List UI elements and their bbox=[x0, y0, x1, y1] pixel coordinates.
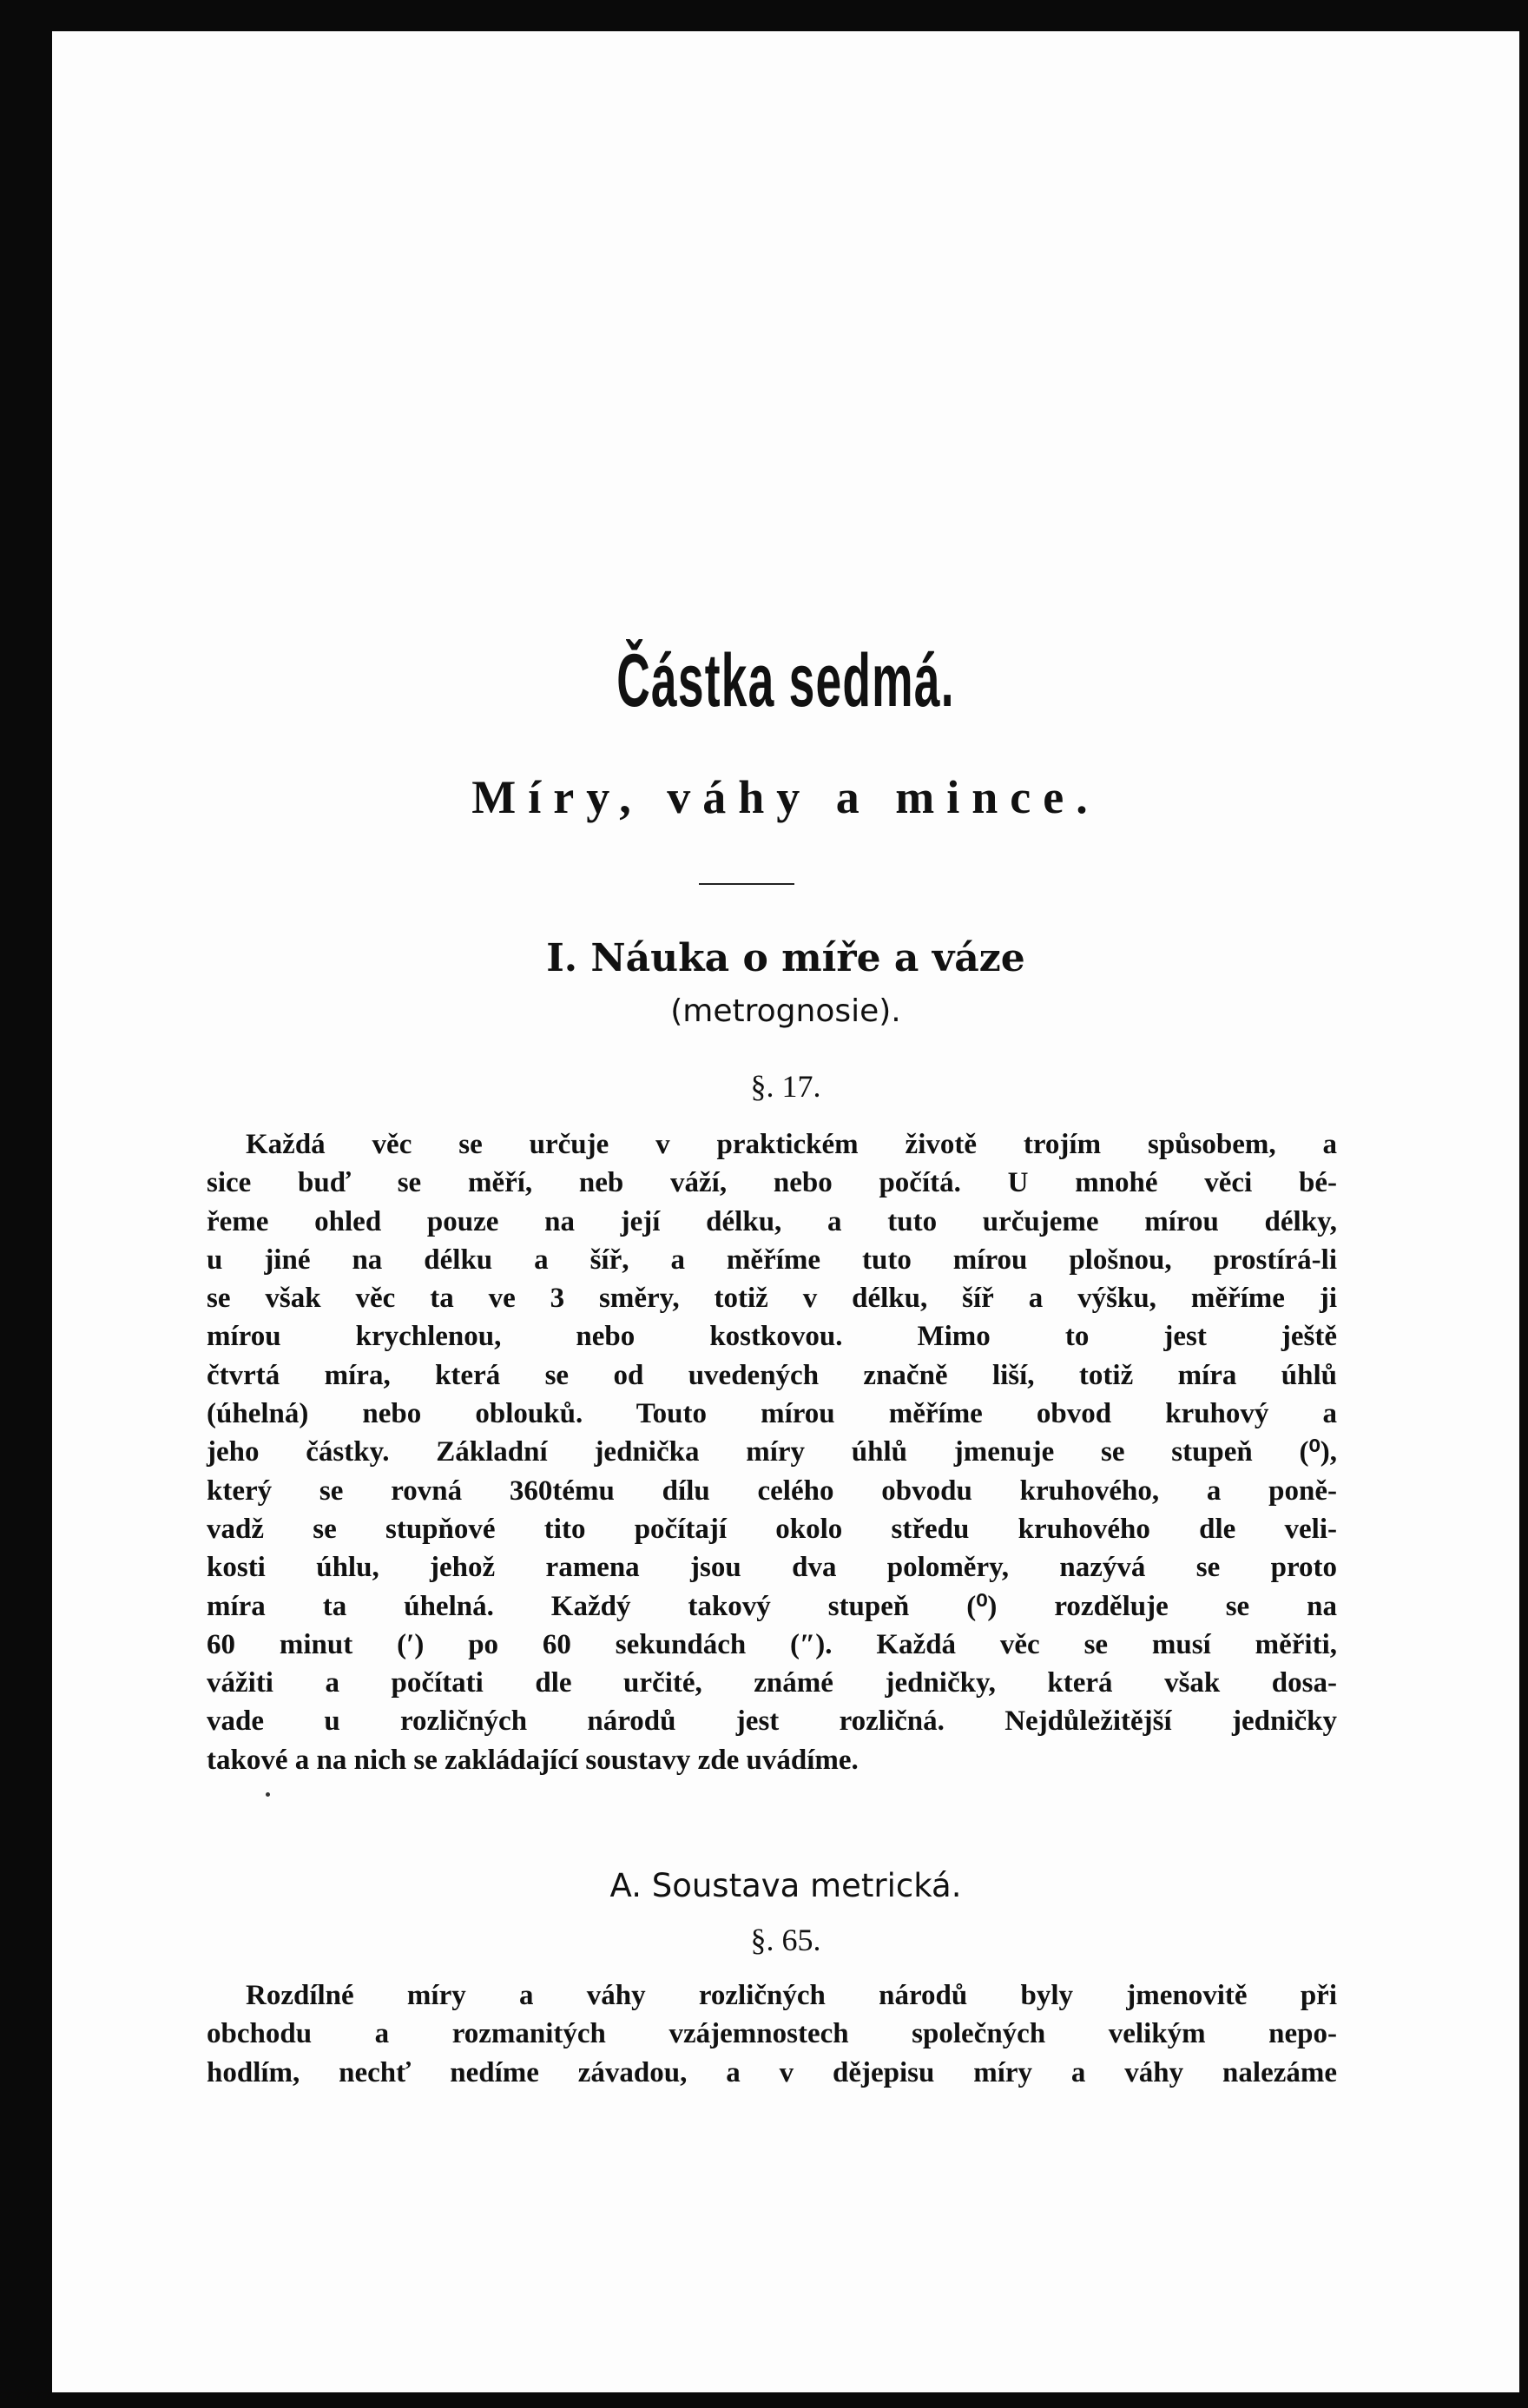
text-line: kosti úhlu, jehož ramena jsou dva poloměry, nazývá se proto bbox=[207, 1552, 1337, 1584]
text-line: míra ta úhelná. Každý takový stupeň (⁰) rozděluje se na bbox=[207, 1590, 1337, 1622]
scan-border-left bbox=[0, 0, 52, 2408]
paragraph-65-body bbox=[207, 1976, 1337, 2092]
text-line: sice buď se měří, neb váží, nebo počítá. U mnohé věci bé- bbox=[207, 1167, 1337, 1199]
text-line: Každá věc se určuje v praktickém životě trojím spůsobem, a bbox=[246, 1129, 1337, 1160]
text-line: 60 minut (′) po 60 sekundách (″). Každá věc se musí měřiti, bbox=[207, 1628, 1337, 1660]
scan-border-top bbox=[50, 0, 1526, 31]
divider-rule bbox=[699, 883, 794, 885]
scan-border-right bbox=[1519, 0, 1528, 2408]
subsection-heading: A. Soustava metrická. bbox=[609, 1867, 962, 1904]
text-line: čtvrtá míra, která se od uvedených značně liší, totiž míra úhlů bbox=[207, 1359, 1337, 1391]
paragraph-mark-17: §. 17. bbox=[750, 1069, 821, 1104]
text-line: se však věc ta ve 3 směry, totiž v délku, šíř a výšku, měříme ji bbox=[207, 1283, 1337, 1315]
chapter-subtitle: Míry, váhy a mince. bbox=[471, 771, 1100, 823]
print-speck bbox=[266, 1792, 270, 1797]
text-line: mírou krychlenou, nebo kostkovou. Mimo to jest ještě bbox=[207, 1321, 1337, 1353]
text-line: (úhelná) nebo oblouků. Touto mírou měříme obvod kruhový a bbox=[207, 1398, 1337, 1430]
paragraph-17-body bbox=[207, 1125, 1337, 1779]
text-line: jeho částky. Základní jednička míry úhlů jmenuje se stupeň (⁰), bbox=[207, 1436, 1337, 1468]
section-subheading: (metrognosie). bbox=[670, 993, 901, 1029]
text-line: obchodu a rozmanitých vzájemnostech společných velikým nepo- bbox=[207, 2018, 1337, 2050]
text-line: vade u rozličných národů jest rozličná. Nejdůležitější jedničky bbox=[207, 1705, 1337, 1738]
text-line: takové a na nich se zakládající soustavy zde uvádíme. bbox=[207, 1744, 859, 1776]
scan-border-bottom bbox=[0, 2392, 1528, 2408]
text-line: hodlím, nechť nedíme závadou, a v dějepisu míry a váhy nalezáme bbox=[207, 2056, 1337, 2088]
text-line: který se rovná 360tému dílu celého obvodu kruhového, a poně- bbox=[207, 1474, 1337, 1507]
text-line: u jiné na délku a šíř, a měříme tuto mírou plošnou, prostírá-li bbox=[207, 1244, 1337, 1276]
book-page bbox=[52, 31, 1519, 2392]
chapter-title: Částka sedmá. bbox=[616, 639, 955, 722]
text-line: vážiti a počítati dle určité, známé jedničky, která však dosa- bbox=[207, 1667, 1337, 1699]
text-line: vadž se stupňové tito počítají okolo středu kruhového dle veli- bbox=[207, 1513, 1337, 1545]
text-line: Rozdílné míry a váhy rozličných národů byly jmenovitě při bbox=[246, 1980, 1337, 2011]
text-line: řeme ohled pouze na její délku, a tuto určujeme mírou délky, bbox=[207, 1205, 1337, 1237]
section-heading: I. Náuka o míře a váze bbox=[546, 936, 1025, 980]
paragraph-mark-65: §. 65. bbox=[750, 1923, 821, 1957]
